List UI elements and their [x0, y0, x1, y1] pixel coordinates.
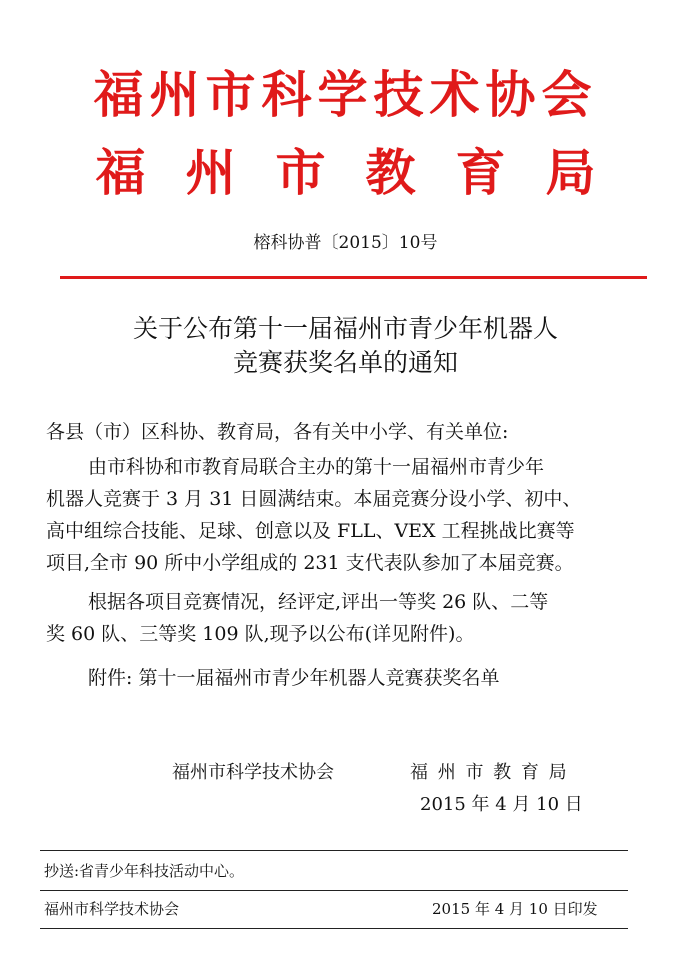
document-number: 榕科协普〔2015〕10号	[253, 233, 438, 253]
footer-print-date: 2015 年 4 月 10 日印发	[432, 900, 598, 918]
para1-line: 高中组综合技能、足球、创意以及 FLL、VEX 工程挑战比赛等	[46, 520, 575, 542]
footer-rule-bottom	[40, 928, 628, 929]
para1-line: 由市科协和市教育局联合主办的第十一届福州市青少年	[88, 456, 545, 478]
attachment-line: 附件: 第十一届福州市青少年机器人竞赛获奖名单	[88, 667, 500, 689]
signature-org1: 福州市科学技术协会	[172, 762, 334, 783]
footer-cc: 抄送:省青少年科技活动中心。	[44, 862, 245, 880]
para1-line: 项目,全市 90 所中小学组成的 231 支代表队参加了本届竞赛。	[46, 552, 574, 574]
para2-line: 根据各项目竞赛情况，经评定,评出一等奖 26 队、二等	[88, 591, 549, 613]
signature-org2: 福 州 市 教 育 局	[410, 762, 569, 783]
para1-line: 机器人竞赛于 3 月 31 日圆满结束。本届竞赛分设小学、初中、	[46, 488, 582, 510]
footer-rule-middle	[40, 890, 628, 891]
header-org-line2: 福州市教育局	[95, 144, 636, 202]
para2-line: 奖 60 队、三等奖 109 队,现予以公布(详见附件)。	[46, 623, 475, 645]
footer-rule-top	[40, 850, 628, 851]
footer-issuer: 福州市科学技术协会	[44, 900, 180, 918]
notice-title-line2: 竞赛获奖名单的通知	[232, 348, 458, 377]
header-red-divider	[60, 276, 647, 279]
salutation: 各县（市）区科协、教育局，各有关中小学、有关单位:	[46, 421, 509, 443]
signature-date: 2015 年 4 月 10 日	[420, 794, 583, 815]
header-org-line1: 福州市科学技术协会	[93, 66, 598, 124]
notice-title-line1: 关于公布第十一届福州市青少年机器人	[132, 314, 558, 343]
